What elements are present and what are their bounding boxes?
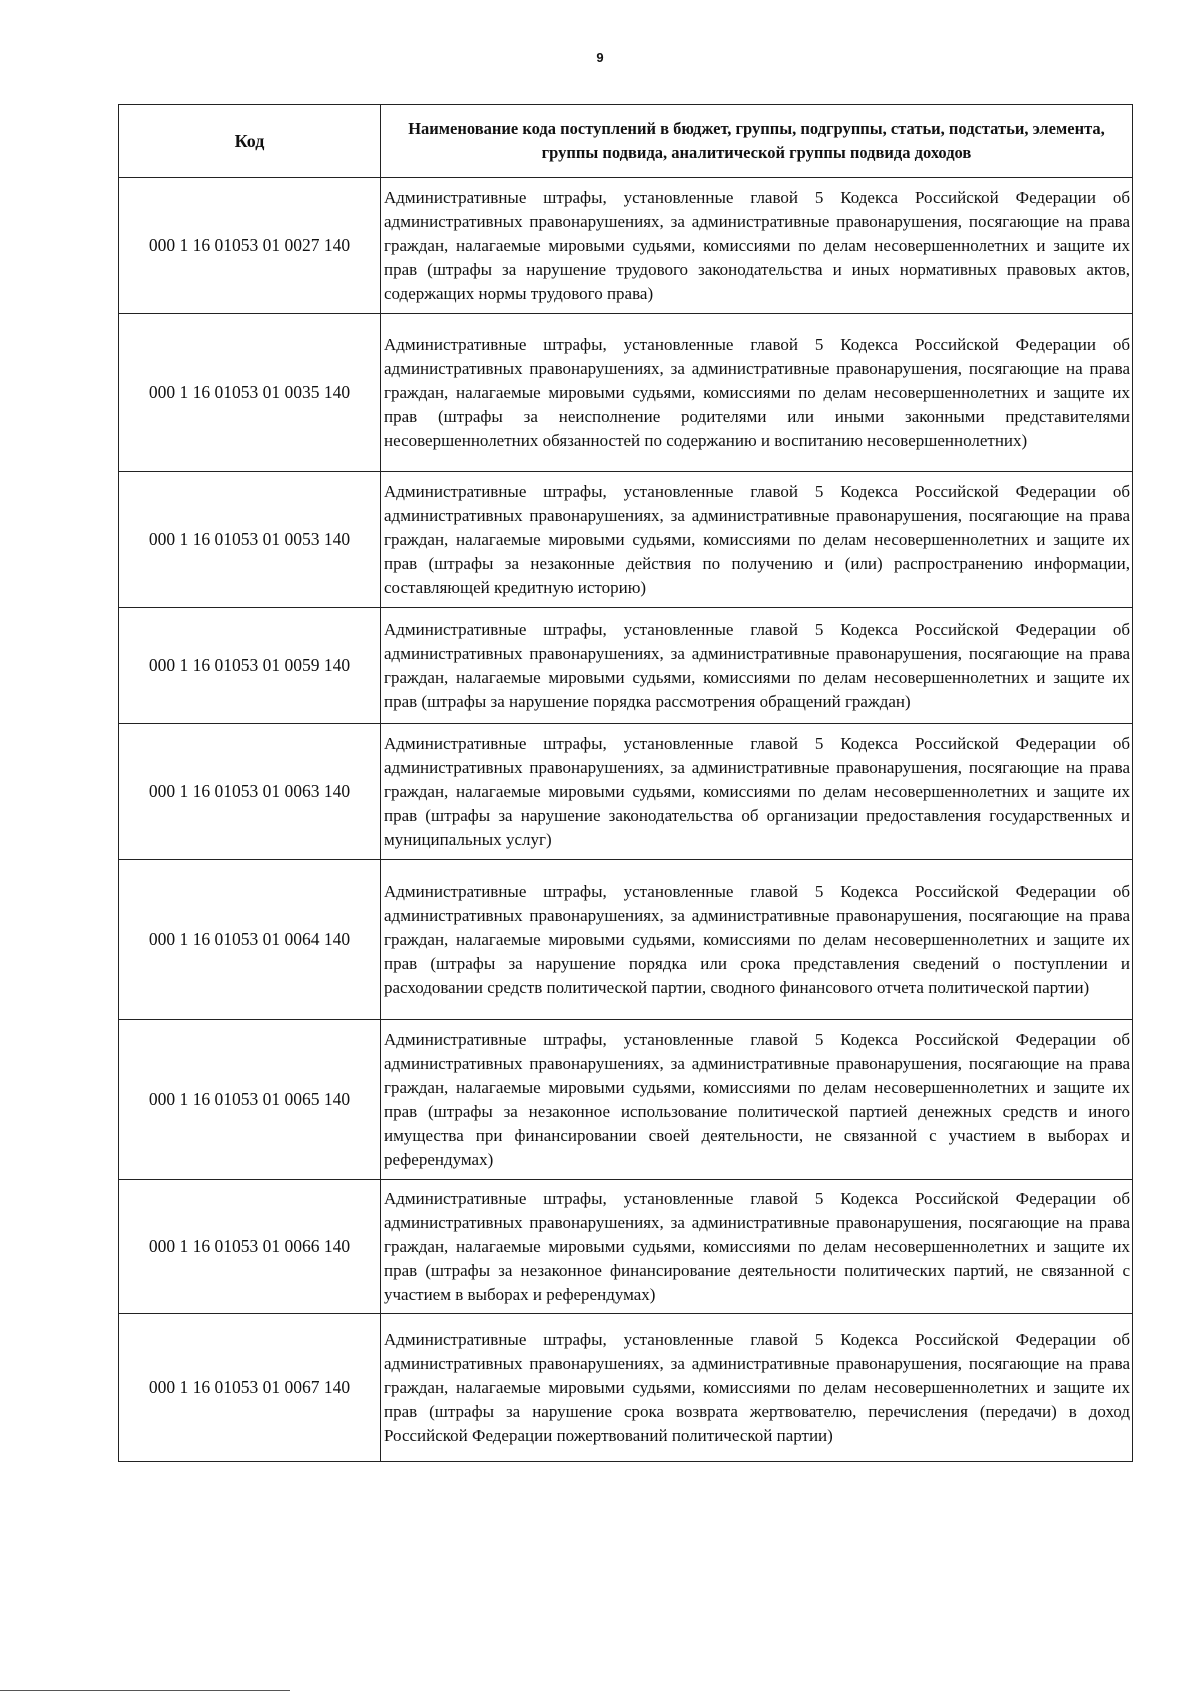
table-header bbox=[119, 105, 1133, 178]
description-cell: Административные штрафы, установленные главой 5 Кодекса Российской Федерации об административных правонарушениях, за административные правонарушения, посягающие на права граждан, налагаемые мировыми судьями, комиссиями по делам несовершеннолетних и защите их прав (штрафы за незаконное использование политической партией денежных средств и иного имущества при финансировании своей деятельности, не связанной с участием в выборах и референдумах) bbox=[381, 1020, 1133, 1180]
header-row bbox=[119, 105, 1133, 178]
table-row bbox=[119, 1020, 1133, 1180]
code-column-header: Код bbox=[119, 105, 381, 178]
code-cell: 000 1 16 01053 01 0027 140 bbox=[119, 178, 381, 314]
table-row bbox=[119, 608, 1133, 724]
table-row bbox=[119, 860, 1133, 1020]
footer-rule bbox=[0, 1690, 290, 1691]
code-cell: 000 1 16 01053 01 0065 140 bbox=[119, 1020, 381, 1180]
table-row bbox=[119, 1180, 1133, 1314]
code-cell: 000 1 16 01053 01 0053 140 bbox=[119, 472, 381, 608]
table-body bbox=[119, 178, 1133, 1462]
code-cell: 000 1 16 01053 01 0063 140 bbox=[119, 724, 381, 860]
description-cell: Административные штрафы, установленные главой 5 Кодекса Российской Федерации об административных правонарушениях, за административные правонарушения, посягающие на права граждан, налагаемые мировыми судьями, комиссиями по делам несовершеннолетних и защите их прав (штрафы за незаконные действия по получению и (или) распространению информации, составляющей кредитную историю) bbox=[381, 472, 1133, 608]
table-row bbox=[119, 1314, 1133, 1462]
revenue-codes-table bbox=[118, 104, 1133, 1462]
table-row bbox=[119, 314, 1133, 472]
code-cell: 000 1 16 01053 01 0067 140 bbox=[119, 1314, 381, 1462]
page-number: 9 bbox=[596, 50, 604, 65]
table-row bbox=[119, 472, 1133, 608]
description-cell: Административные штрафы, установленные главой 5 Кодекса Российской Федерации об административных правонарушениях, за административные правонарушения, посягающие на права граждан, налагаемые мировыми судьями, комиссиями по делам несовершеннолетних и защите их прав (штрафы за нарушение срока возврата жертвователю, перечисления (передачи) в доход Российской Федерации пожертвований политической партии) bbox=[381, 1314, 1133, 1462]
description-cell: Административные штрафы, установленные главой 5 Кодекса Российской Федерации об административных правонарушениях, за административные правонарушения, посягающие на права граждан, налагаемые мировыми судьями, комиссиями по делам несовершеннолетних и защите их прав (штрафы за нарушение порядка рассмотрения обращений граждан) bbox=[381, 608, 1133, 724]
description-cell: Административные штрафы, установленные главой 5 Кодекса Российской Федерации об административных правонарушениях, за административные правонарушения, посягающие на права граждан, налагаемые мировыми судьями, комиссиями по делам несовершеннолетних и защите их прав (штрафы за незаконное финансирование деятельности политических партий, не связанной с участием в выборах и референдумах) bbox=[381, 1180, 1133, 1314]
description-cell: Административные штрафы, установленные главой 5 Кодекса Российской Федерации об административных правонарушениях, за административные правонарушения, посягающие на права граждан, налагаемые мировыми судьями, комиссиями по делам несовершеннолетних и защите их прав (штрафы за неисполнение родителями или иными законными представителями несовершеннолетних обязанностей по содержанию и воспитанию несовершеннолетних) bbox=[381, 314, 1133, 472]
table-row bbox=[119, 178, 1133, 314]
code-cell: 000 1 16 01053 01 0066 140 bbox=[119, 1180, 381, 1314]
name-column-header: Наименование кода поступлений в бюджет, группы, подгруппы, статьи, подстатьи, элемента, группы подвида, аналитической группы подвида доходов bbox=[381, 105, 1133, 178]
code-cell: 000 1 16 01053 01 0064 140 bbox=[119, 860, 381, 1020]
description-cell: Административные штрафы, установленные главой 5 Кодекса Российской Федерации об административных правонарушениях, за административные правонарушения, посягающие на права граждан, налагаемые мировыми судьями, комиссиями по делам несовершеннолетних и защите их прав (штрафы за нарушение порядка или срока представления сведений о поступлении и расходовании средств политической партии, сводного финансового отчета политической партии) bbox=[381, 860, 1133, 1020]
description-cell: Административные штрафы, установленные главой 5 Кодекса Российской Федерации об административных правонарушениях, за административные правонарушения, посягающие на права граждан, налагаемые мировыми судьями, комиссиями по делам несовершеннолетних и защите их прав (штрафы за нарушение законодательства об организации предоставления государственных и муниципальных услуг) bbox=[381, 724, 1133, 860]
table-row bbox=[119, 724, 1133, 860]
code-cell: 000 1 16 01053 01 0059 140 bbox=[119, 608, 381, 724]
code-cell: 000 1 16 01053 01 0035 140 bbox=[119, 314, 381, 472]
description-cell: Административные штрафы, установленные главой 5 Кодекса Российской Федерации об административных правонарушениях, за административные правонарушения, посягающие на права граждан, налагаемые мировыми судьями, комиссиями по делам несовершеннолетних и защите их прав (штрафы за нарушение трудового законодательства и иных нормативных правовых актов, содержащих нормы трудового права) bbox=[381, 178, 1133, 314]
